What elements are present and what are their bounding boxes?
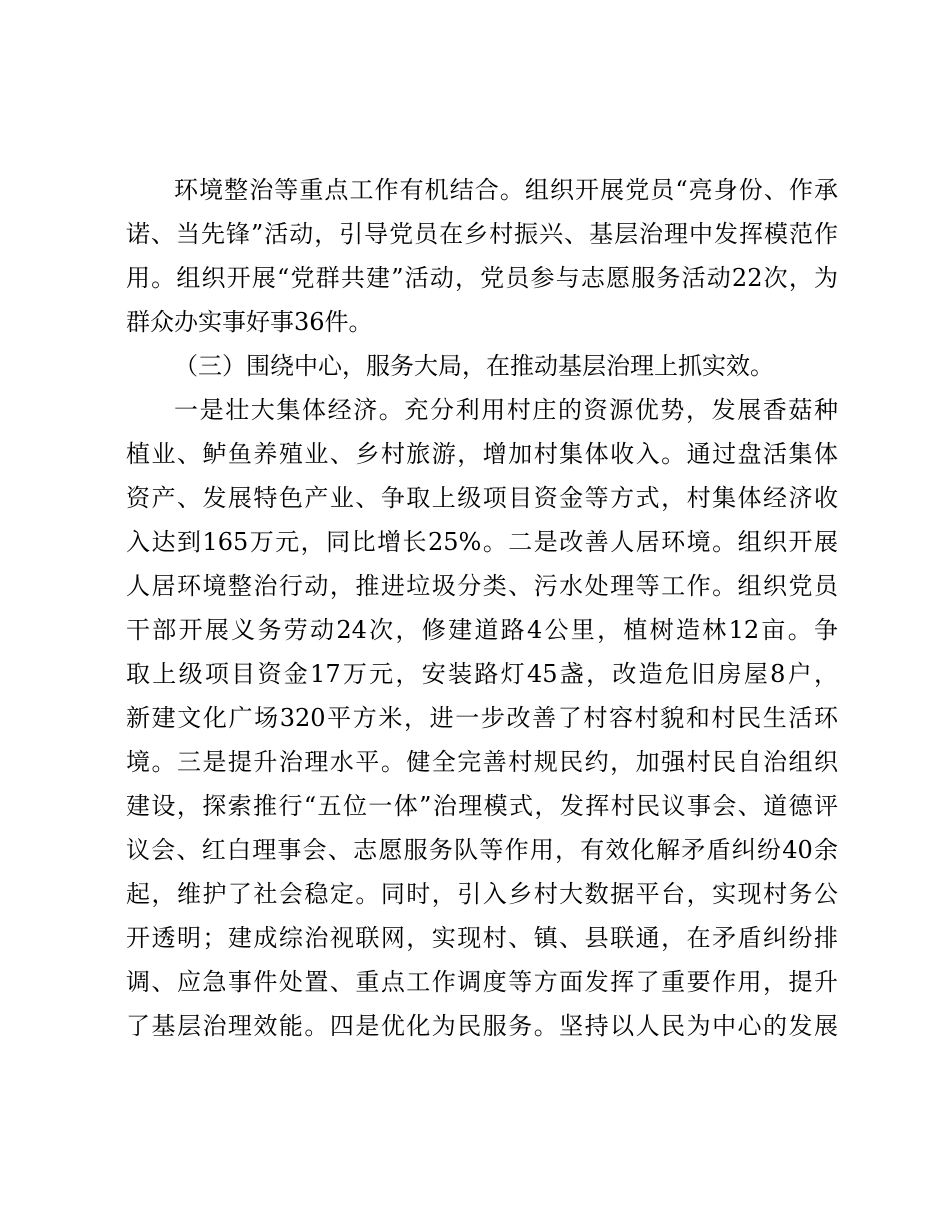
text-line: 诺、当先锋”活动，引导党员在乡村振兴、基层治理中发挥模范作 [126,220,838,248]
section-heading: （三）围绕中心，服务大局，在推动基层治理上抓实效。 [174,352,774,380]
text-line: 人居环境整治行动，推进垃圾分类、污水处理等工作。组织党员 [126,572,838,600]
text-line: 群众办实事好事36件。 [126,308,373,336]
text-line: 用。组织开展“党群共建”活动，党员参与志愿服务活动22次，为 [126,264,838,292]
text-line: 开透明；建成综治视联网，实现村、镇、县联通，在矛盾纠纷排 [126,924,838,952]
text-line: 起，维护了社会稳定。同时，引入乡村大数据平台，实现村务公 [126,880,838,908]
text-line: 议会、红白理事会、志愿服务队等作用，有效化解矛盾纠纷40余 [126,836,838,864]
text-line: 干部开展义务劳动24次，修建道路4公里，植树造林12亩。争 [126,616,838,644]
text-line: 境。三是提升治理水平。健全完善村规民约，加强村民自治组织 [126,748,838,776]
text-line: 取上级项目资金17万元，安装路灯45盏，改造危旧房屋8户， [126,660,838,688]
text-line: 调、应急事件处置、重点工作调度等方面发挥了重要作用，提升 [126,968,838,996]
text-line: 新建文化广场320平方米，进一步改善了村容村貌和村民生活环 [126,704,838,732]
text-line: 环境整治等重点工作有机结合。组织开展党员“亮身份、作承 [174,176,838,204]
text-line: 资产、发展特色产业、争取上级项目资金等方式，村集体经济收 [126,484,838,512]
text-line: 植业、鲈鱼养殖业、乡村旅游，增加村集体收入。通过盘活集体 [126,440,838,468]
text-line: 一是壮大集体经济。充分利用村庄的资源优势，发展香菇种 [174,396,838,424]
text-line: 建设，探索推行“五位一体”治理模式，发挥村民议事会、道德评 [126,792,838,820]
text-line: 了基层治理效能。四是优化为民服务。坚持以人民为中心的发展 [126,1012,838,1040]
text-line: 入达到165万元，同比增长25%。二是改善人居环境。组织开展 [126,528,838,556]
